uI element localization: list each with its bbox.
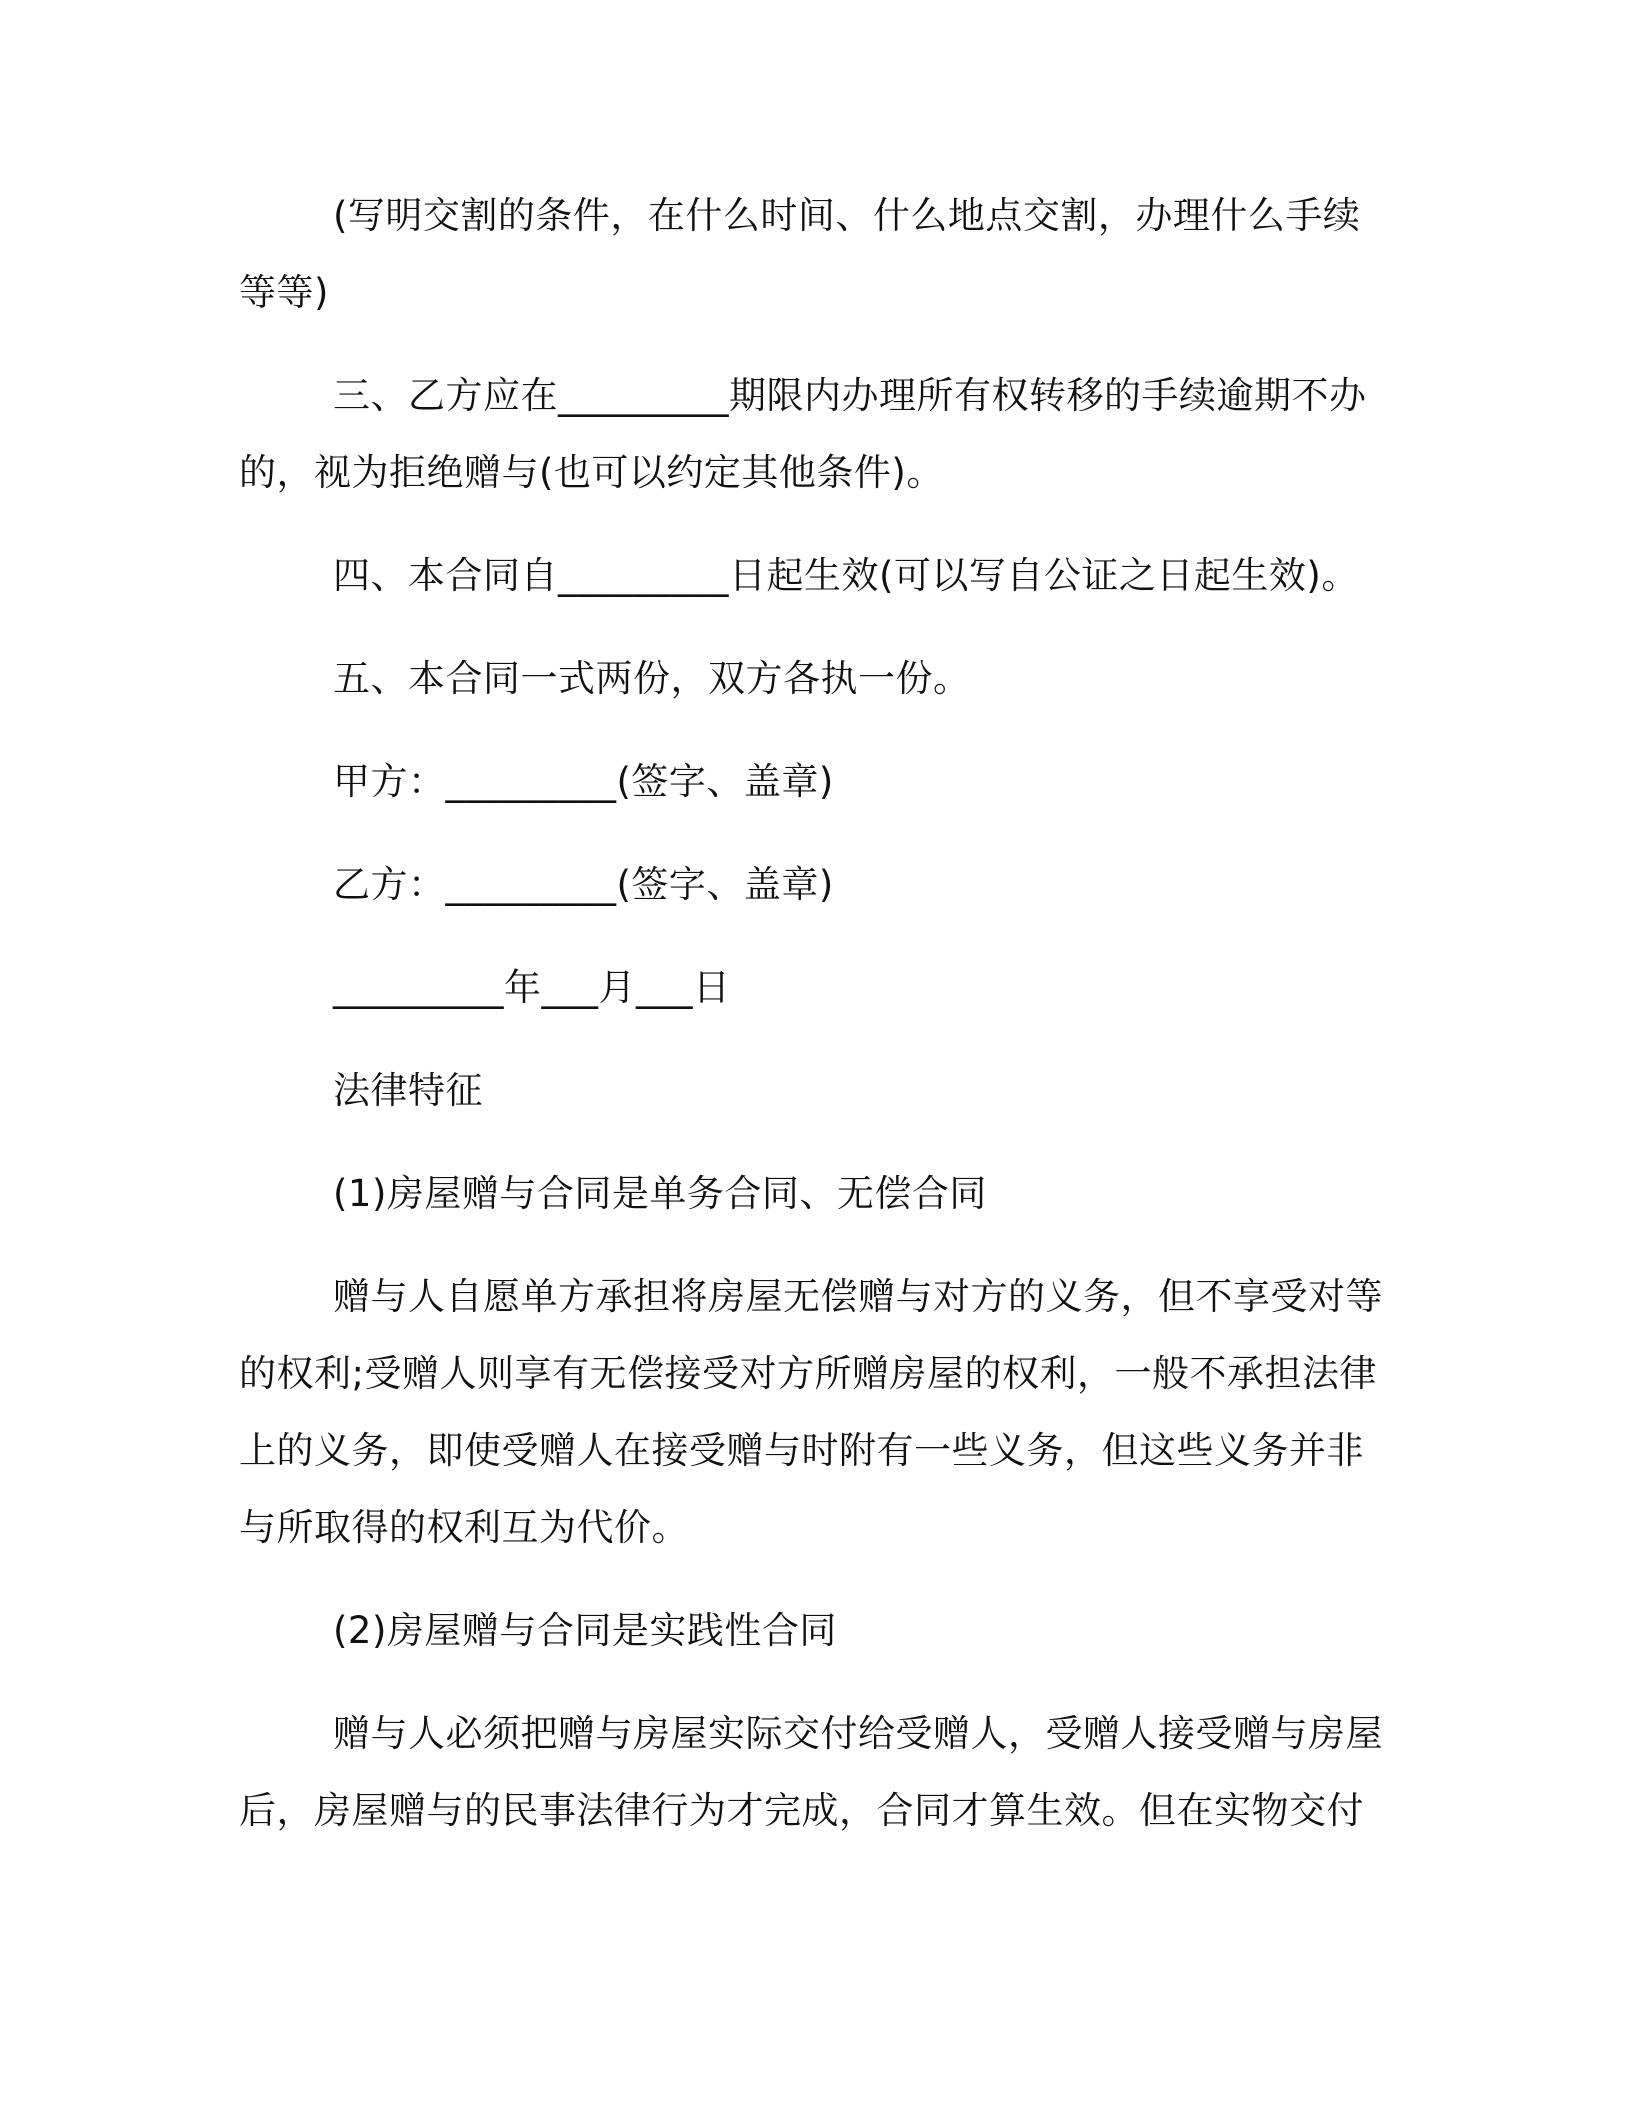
clause-three-line-2: 的，视为拒绝赠与(也可以约定其他条件)。 (239, 451, 944, 494)
party-b-signature-line: 乙方：_________(签字、盖章) (333, 863, 834, 906)
feature-one-body-line-3: 上的义务，即使受赠人在接受赠与时附有一些义务，但这些义务并非 (239, 1429, 1364, 1472)
feature-two-body-line-1: 赠与人必须把赠与房屋实际交付给受赠人，受赠人接受赠与房屋 (333, 1712, 1383, 1755)
feature-one-heading: (1)房屋赠与合同是单务合同、无偿合同 (333, 1172, 987, 1215)
clause-three-line-1: 三、乙方应在_________期限内办理所有权转移的手续逾期不办 (333, 374, 1367, 417)
paragraph-delivery-conditions-line-1: (写明交割的条件，在什么时间、什么地点交割，办理什么手续 (333, 194, 1361, 237)
feature-one-body-line-2: 的权利;受赠人则享有无偿接受对方所赠房屋的权利，一般不承担法律 (239, 1352, 1377, 1395)
feature-one-body-line-1: 赠与人自愿单方承担将房屋无偿赠与对方的义务，但不享受对等 (333, 1275, 1383, 1318)
clause-four: 四、本合同自_________日起生效(可以写自公证之日起生效)。 (333, 554, 1359, 597)
feature-one-body-line-4: 与所取得的权利互为代价。 (239, 1506, 689, 1549)
clause-five: 五、本合同一式两份，双方各执一份。 (333, 657, 971, 700)
feature-two-body-line-2: 后，房屋赠与的民事法律行为才完成，合同才算生效。但在实物交付 (239, 1789, 1364, 1832)
party-a-signature-line: 甲方：_________(签字、盖章) (333, 760, 834, 803)
section-heading-legal-features: 法律特征 (333, 1069, 483, 1112)
date-line: _________年___月___日 (333, 966, 731, 1009)
paragraph-delivery-conditions-line-2: 等等) (239, 271, 329, 314)
feature-two-heading: (2)房屋赠与合同是实践性合同 (333, 1609, 837, 1652)
